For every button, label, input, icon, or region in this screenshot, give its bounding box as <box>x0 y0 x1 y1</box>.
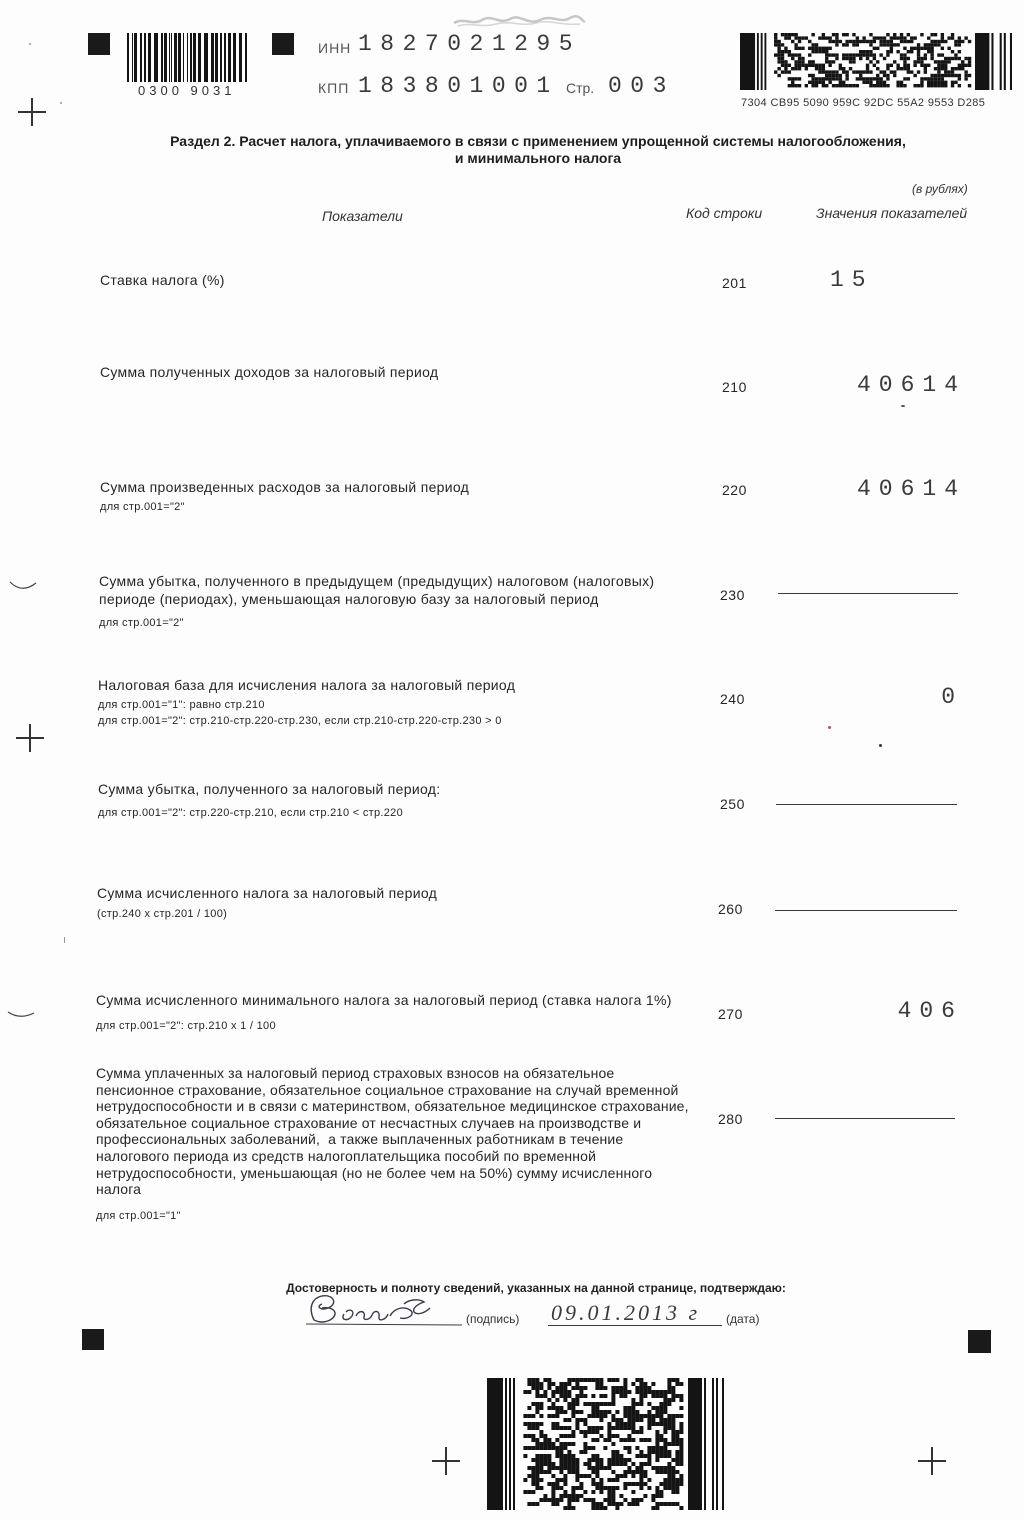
row-label: Сумма исчисленного налога за налоговый период <box>97 885 438 901</box>
row-code: 260 <box>718 901 743 917</box>
page-number: 003 <box>608 73 675 99</box>
kpp-value: 183801001 <box>358 73 559 99</box>
row-label: налога <box>96 1181 142 1198</box>
row-value: 40614 <box>856 476 966 502</box>
scan-speck <box>60 102 62 104</box>
row-label: обязательное социальное страхование от несчастных случаев на производстве и <box>96 1114 642 1131</box>
scan-speck <box>879 744 882 747</box>
section-title-line-2: и минимального налога <box>454 150 622 166</box>
document-2d-barcode-bottom <box>487 1378 724 1510</box>
column-header-line-code: Код строки <box>686 205 763 221</box>
form-barcode-number: 0300 9031 <box>138 83 236 98</box>
row-label: профессиональных заболеваний, а также выплаченных работникам в течение <box>96 1131 624 1148</box>
row-note: для стр.001="2" <box>99 617 184 629</box>
row-note: для стр.001="2" <box>100 501 185 513</box>
row-value: 406 <box>897 998 963 1024</box>
column-header-indicators: Показатели <box>322 208 403 224</box>
row-note: для стр.001="2": стр.210 x 1 / 100 <box>96 1020 276 1032</box>
empty-value-dash <box>775 910 957 911</box>
column-header-values: Значения показателей <box>816 205 968 221</box>
row-value: 15 <box>830 267 874 293</box>
confirmation-statement: Достоверность и полноту сведений, указанных на данной странице, подтверждаю: <box>286 1281 786 1295</box>
handwritten-date: 09.01.2013 г <box>551 1300 701 1325</box>
row-label: Сумма полученных доходов за налоговый период <box>100 364 439 380</box>
row-label: Ставка налога (%) <box>100 272 225 288</box>
inn-label: ИНН <box>318 40 352 56</box>
row-label: Налоговая база для исчисления налога за налоговый период <box>98 677 516 693</box>
row-code: 240 <box>720 691 745 707</box>
row-label: пенсионное страхование, обязательное социальное страхование на случай временной <box>96 1081 679 1098</box>
row-note: для стр.001="2": стр.210-стр.220-стр.230, если стр.210-стр.220-стр.230 > 0 <box>98 715 502 727</box>
row-code: 270 <box>718 1006 743 1022</box>
row-label: Сумма произведенных расходов за налоговый период <box>100 479 470 495</box>
kpp-label: КПП <box>318 80 350 96</box>
document-code: 7304 CB95 5090 959C 92DC 55A2 9553 D285 <box>741 97 986 109</box>
row-code: 280 <box>718 1111 743 1127</box>
signature-caption: (подпись) <box>466 1312 520 1326</box>
row-label: Сумма убытка, полученного за налоговый период: <box>98 781 441 797</box>
row-label: нетрудоспособности, уменьшающая (но не более чем на 50%) сумму исчисленного <box>96 1164 653 1181</box>
binding-hole-mark <box>8 578 38 594</box>
scan-speck <box>901 405 905 407</box>
row-value: 0 <box>941 684 963 710</box>
row-label: Сумма исчисленного минимального налога за налоговый период (ставка налога 1%) <box>96 992 672 1008</box>
row-note: для стр.001="1" <box>96 1210 181 1222</box>
row-label: нетрудоспособности и в связи с материнством, обязательное медицинское страхование, <box>96 1098 689 1115</box>
row-label: Сумма уплаченных за налоговый период страховых взносов на обязательное <box>96 1065 615 1081</box>
row-code: 250 <box>720 796 745 812</box>
stamp-smudge <box>452 14 587 30</box>
row-code: 220 <box>722 482 747 498</box>
row-code: 201 <box>722 275 747 291</box>
binding-hole-mark <box>6 1007 36 1021</box>
registration-square-top-middle <box>272 33 294 55</box>
registration-square-top-left <box>88 33 110 55</box>
scan-speck <box>29 43 31 45</box>
row-value: 40614 <box>856 372 966 398</box>
empty-value-dash <box>775 1118 955 1119</box>
units-note: (в рублях) <box>912 182 968 196</box>
row-label: Сумма убытка, полученного в предыдущем (предыдущих) налоговом (налоговых) <box>99 573 655 589</box>
page-label: Стр. <box>566 80 595 96</box>
date-underline <box>548 1325 722 1326</box>
row-note: для стр.001="2": стр.220-стр.210, если стр.210 < стр.220 <box>98 807 403 819</box>
registration-square-bottom-left <box>82 1329 104 1350</box>
inn-value: 1827021295 <box>358 31 582 57</box>
row-label: периоде (периодах), уменьшающая налоговую базу за налоговый период <box>99 591 599 607</box>
row-label: налогового периода из средств налогоплательщика пособий по временной <box>96 1147 597 1164</box>
scan-speck <box>64 937 65 943</box>
row-note: для стр.001="1": равно стр.210 <box>98 699 265 711</box>
empty-value-dash <box>776 804 957 805</box>
date-caption: (дата) <box>726 1312 760 1326</box>
scan-speck <box>828 726 831 729</box>
registration-square-bottom-right <box>968 1330 991 1353</box>
row-note: (стр.240 x стр.201 / 100) <box>97 908 228 920</box>
row-code: 230 <box>720 587 745 603</box>
crosshair-mark <box>18 98 46 126</box>
form-barcode <box>127 33 250 82</box>
handwritten-signature <box>300 1290 468 1330</box>
empty-value-dash <box>778 593 958 594</box>
section-title-line-1: Раздел 2. Расчет налога, уплачиваемого в связи с применением упрощенной системы налогообложения, <box>170 133 906 149</box>
document-2d-barcode-top <box>740 33 1012 90</box>
crosshair-mark <box>16 724 44 752</box>
crosshair-mark <box>432 1447 460 1475</box>
crosshair-mark <box>918 1447 946 1475</box>
row-code: 210 <box>722 379 747 395</box>
row-label-block <box>96 1065 689 1198</box>
